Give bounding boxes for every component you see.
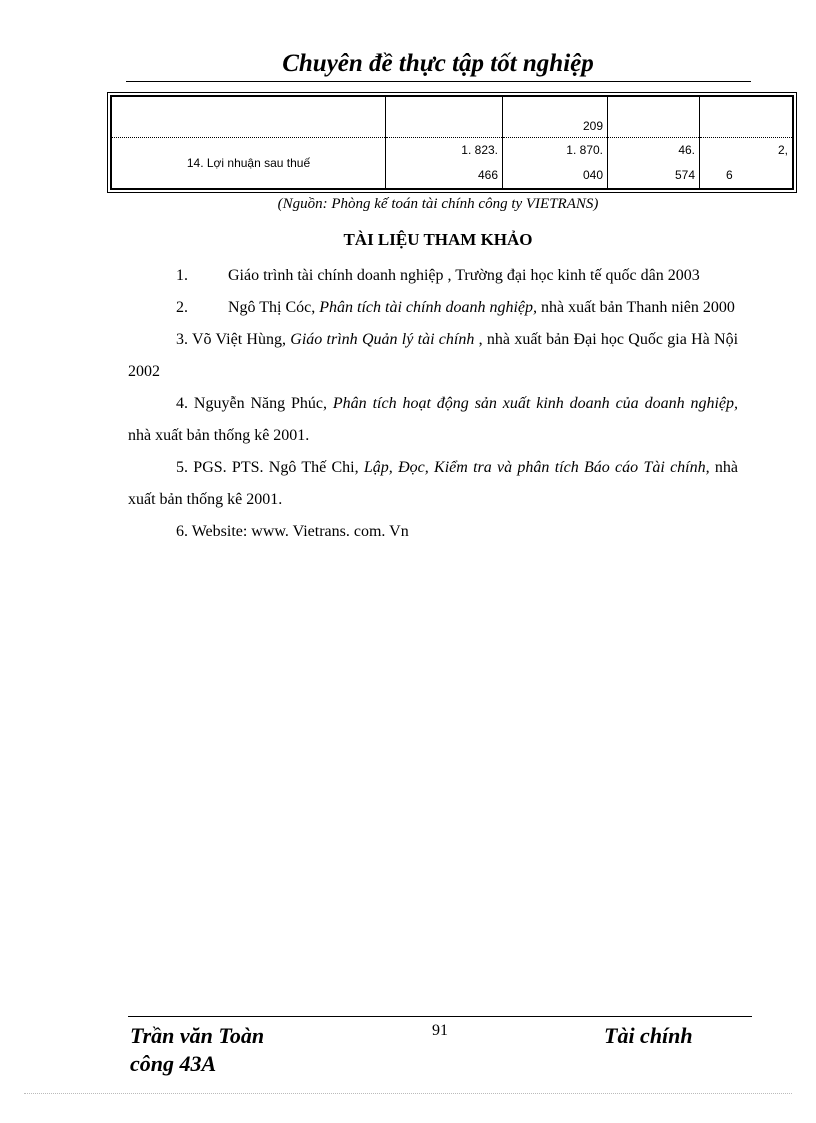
table-row <box>111 96 793 138</box>
header-divider <box>126 81 751 82</box>
table-cell-label <box>111 96 386 138</box>
reference-text: Website: www. Vietrans. com. Vn <box>191 523 409 540</box>
reference-item <box>128 324 738 388</box>
reference-publisher: nhà xuất bản thống kê 2001. <box>128 427 310 444</box>
reference-author: Võ Việt Hùng, <box>192 331 291 348</box>
reference-title: Lập, Đọc, Kiểm tra và phân tích Báo cáo Tài chính, <box>363 459 710 476</box>
table-cell: 6 <box>700 162 794 189</box>
reference-item <box>128 260 738 292</box>
table-cell: 209 <box>503 96 608 138</box>
reference-publisher: nhà xuất bản thống kê 2001. <box>128 459 739 508</box>
footer-department: Tài chính <box>604 1023 693 1048</box>
reference-item <box>128 388 738 452</box>
footer-author <box>130 1022 330 1078</box>
reference-item <box>128 452 738 516</box>
reference-publisher: nhà xuất bản Thanh niên 2000 <box>537 299 735 316</box>
reference-number: 3. <box>176 331 188 348</box>
reference-author: PGS. PTS. Ngô Thế Chi, <box>193 459 364 476</box>
reference-number: 6. <box>176 523 188 540</box>
reference-item <box>128 292 738 324</box>
reference-text: Giáo trình tài chính doanh nghiệp , Trường đại học kinh tế quốc dân 2003 <box>228 267 700 284</box>
table-cell: 46. <box>608 138 700 163</box>
reference-title: Giáo trình Quản lý tài chính <box>290 331 475 348</box>
references-list <box>128 260 738 548</box>
profit-label: 14. Lợi nhuận sau thuế <box>111 138 386 190</box>
table-cell <box>608 96 700 138</box>
table-cell: 1. 823. <box>386 138 503 163</box>
reference-number: 4. <box>176 395 188 412</box>
reference-item <box>128 516 738 548</box>
footer-divider <box>128 1016 752 1017</box>
table-cell: 2, <box>700 138 794 163</box>
footer-author-name: Trần văn Toàn <box>130 1023 265 1048</box>
table-cell <box>700 96 794 138</box>
reference-number: 2. <box>176 299 188 316</box>
page-number: 91 <box>432 1022 448 1039</box>
table-row-profit <box>111 138 793 163</box>
source-note: (Nguồn: Phòng kế toán tài chính công ty VIETRANS) <box>277 196 599 212</box>
references-heading: TÀI LIỆU THAM KHẢO <box>343 230 533 249</box>
reference-author: Nguyễn Năng Phúc, <box>193 395 333 412</box>
table-cell: 466 <box>386 162 503 189</box>
reference-title: Phân tích hoạt động sản xuất kinh doanh của doanh nghiệp, <box>332 395 739 412</box>
footer-author-class: công 43A <box>130 1051 217 1076</box>
table-cell <box>386 96 503 138</box>
reference-author: Ngô Thị Cóc, <box>228 299 320 316</box>
reference-number: 5. <box>176 459 188 476</box>
page-edge-divider <box>24 1093 792 1094</box>
table-cell: 1. 870. <box>503 138 608 163</box>
reference-title: Phân tích tài chính doanh nghiệp, <box>319 299 538 316</box>
page-header-title: Chuyên đề thực tập tốt nghiệp <box>282 50 594 77</box>
financial-table <box>110 95 794 190</box>
reference-number: 1. <box>176 267 188 284</box>
table-cell: 574 <box>608 162 700 189</box>
reference-publisher: , nhà xuất bản Đại học Quốc gia Hà Nội 2002 <box>128 331 739 380</box>
table-cell: 040 <box>503 162 608 189</box>
